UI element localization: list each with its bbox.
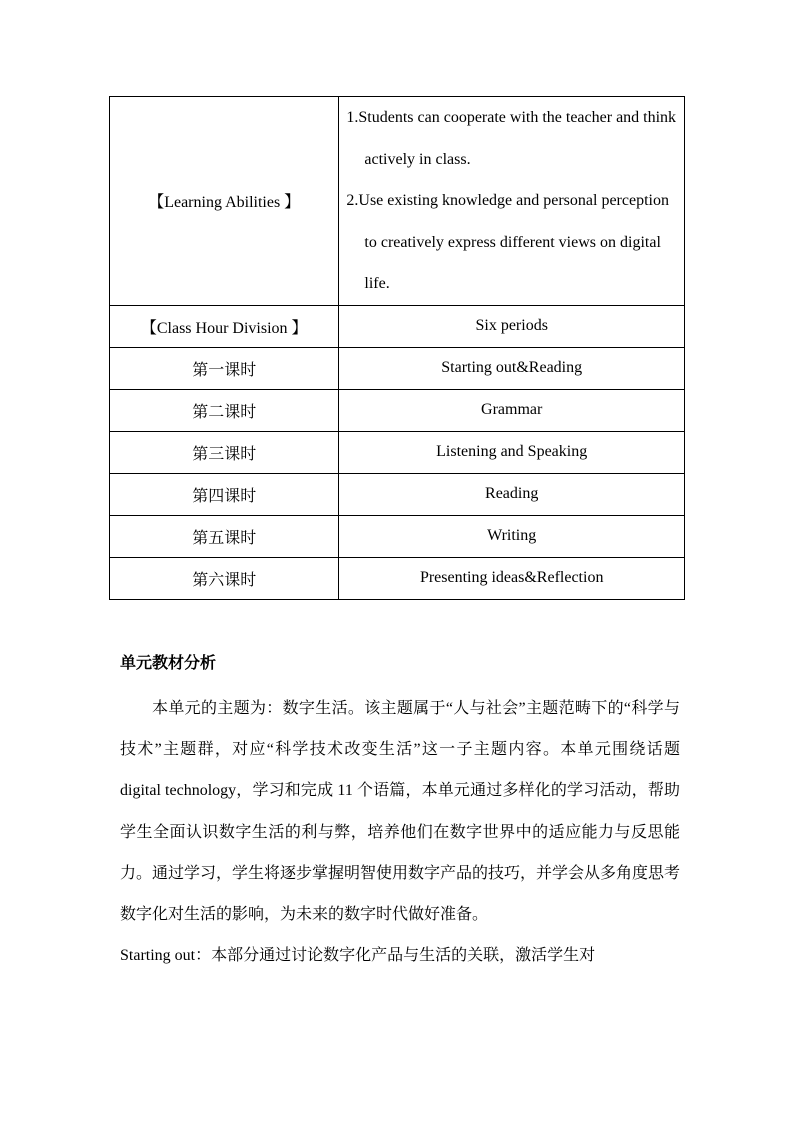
period-content: Writing [339,515,685,557]
table-row-period-6 [110,557,685,599]
analysis-body [120,688,680,976]
ability-item-2: 2.Use existing knowledge and personal perception to creatively express different views on digital life. [346,192,669,293]
period-label: 第一课时 [110,347,339,389]
section-heading: 单元教材分析 [120,655,217,672]
analysis-paragraph-2: Starting out：本部分通过讨论数字化产品与生活的关联，激活学生对 [120,947,596,965]
period-label: 第三课时 [110,431,339,473]
ability-list [339,97,684,305]
table-row-class-hour [110,305,685,347]
table-row-period-1 [110,347,685,389]
table-row-period-2 [110,389,685,431]
learning-abilities-content [339,97,685,306]
period-content: Reading [339,473,685,515]
period-label: 第二课时 [110,389,339,431]
table-row-period-4 [110,473,685,515]
class-hour-value: Six periods [339,305,685,347]
period-label: 第四课时 [110,473,339,515]
period-content: Starting out&Reading [339,347,685,389]
period-label: 第六课时 [110,557,339,599]
table-row-learning-abilities [110,97,685,306]
period-content: Presenting ideas&Reflection [339,557,685,599]
table-row-period-3 [110,431,685,473]
lesson-plan-table [109,96,685,600]
period-content: Grammar [339,389,685,431]
class-hour-label: 【Class Hour Division 】 [110,305,339,347]
period-label: 第五课时 [110,515,339,557]
table-row-period-5 [110,515,685,557]
learning-abilities-label: 【Learning Abilities 】 [110,97,339,306]
analysis-paragraph-1: 本单元的主题为：数字生活。该主题属于“人与社会”主题范畴下的“科学与技术”主题群，对应“科学技术改变生活”这一子主题内容。本单元围绕话题 digital technology，学习和完成 11 个语篇，本单元通过多样化的学习活动，帮助学生全面认识数字生活的利与弊，培养他们在数字世界中的适应能力与反思能力。通过学习，学生将逐步掌握明智使用数字产品的技巧，并学会从多角度思考数字化对生活的影响，为未来的数字时代做好准备。 [120,700,681,924]
ability-item-1: 1.Students can cooperate with the teacher and think actively in class. [346,109,677,168]
period-content: Listening and Speaking [339,431,685,473]
